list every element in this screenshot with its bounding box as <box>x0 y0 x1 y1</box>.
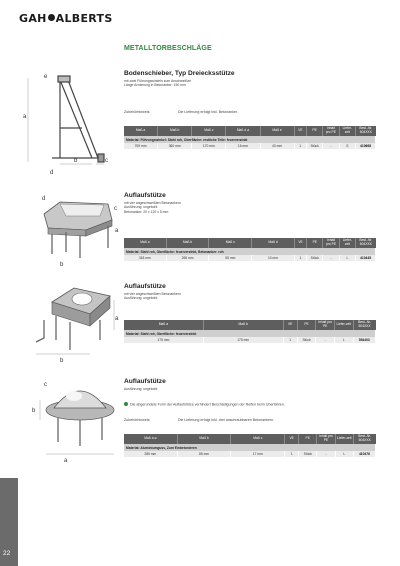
material-row <box>124 248 376 255</box>
section-title: METALLTORBESCHLÄGE <box>124 45 212 52</box>
order-number-cell: 410668 <box>356 143 376 149</box>
column-header: Maß a <box>124 238 166 248</box>
column-header: Inhalt pro PE <box>317 434 335 444</box>
product-description <box>124 387 157 391</box>
product-title: Auflaufstütze <box>124 283 166 290</box>
material-text: Material: Führungswinkel: Stahl roh, Oberfläche: restliche Teile: feuerverzinkt <box>124 136 376 143</box>
column-header: Liefer-zeit <box>335 434 353 444</box>
column-header: Maß a ⌀ <box>124 434 177 444</box>
product-image-auflaufstuetze-1 <box>30 192 120 270</box>
table-cell: S <box>339 143 356 149</box>
column-header: PE <box>307 126 323 136</box>
column-header: Maß a <box>124 126 158 136</box>
logo-right-text: ALBERTS <box>55 12 113 25</box>
column-header: Inhalt pro PE <box>323 238 339 248</box>
table-row <box>124 451 376 457</box>
dim-label-c: c <box>114 206 117 212</box>
table-cell: 175 mm <box>124 337 203 343</box>
table-cell: 85 mm <box>177 451 231 457</box>
column-header: Best.-Nr. 604XXX <box>356 126 376 136</box>
table-cell: - <box>316 337 335 343</box>
table-row <box>124 143 376 149</box>
product-image-auflaufstuetze-2 <box>30 280 120 366</box>
material-row <box>124 136 376 143</box>
table-cell: 318 mm <box>124 255 166 261</box>
column-header: VE <box>294 238 306 248</box>
product-description <box>124 79 191 88</box>
description-line: Betonanker: 20 x 120 x 5 mm <box>124 209 169 214</box>
product-title: Auflaufstütze <box>124 378 166 385</box>
table-cell: 360 mm <box>158 143 192 149</box>
spec-table <box>124 238 376 261</box>
dim-label-a: a <box>64 458 68 464</box>
table-cell: 10 mm <box>252 255 295 261</box>
column-header: Maß b <box>177 434 231 444</box>
description-line: mit vier angeschweißten Betonankern <box>124 292 181 296</box>
column-header: Liefer-zeit <box>334 320 353 330</box>
column-header: Maß d <box>252 238 295 248</box>
table-cell: L <box>334 337 353 343</box>
table-header-row <box>124 434 376 444</box>
accessory-note <box>124 110 238 114</box>
table-cell: - <box>317 451 335 457</box>
column-header: Maß c <box>192 126 226 136</box>
dim-label-b: b <box>74 158 78 164</box>
note-text: Die Lieferung erfolgt inkl. drei anschraubbaren Betonankern. <box>178 418 275 422</box>
column-header: Liefer-zeit <box>339 238 355 248</box>
table-cell: 1 <box>294 255 306 261</box>
table-header-row <box>124 126 376 136</box>
column-header: Maß c <box>209 238 252 248</box>
material-text: Material: Aluminiumguss, Zum Einbetonieren <box>124 444 376 451</box>
column-header: VE <box>294 126 306 136</box>
table-header-row <box>124 238 376 248</box>
accessory-note <box>124 418 275 422</box>
dim-label-b: b <box>60 262 64 268</box>
bullet-text: Die abgerundete Form der Auflaufstütze verhindert Beschädigungen der Reifen beim Überfahren. <box>130 402 285 407</box>
column-header: Maß a <box>124 320 203 330</box>
dim-label-a: a <box>115 316 119 322</box>
table-cell: 40 mm <box>260 143 294 149</box>
column-header: Maß d ⌀ <box>226 126 260 136</box>
column-header: Maß b <box>158 126 192 136</box>
description-line: mit zwei Führungswinkeln zum Anschweißen <box>124 79 192 83</box>
page-number: 22 <box>3 550 11 557</box>
table-row <box>124 337 376 343</box>
column-header: Best.-Nr. 604XXX <box>353 320 375 330</box>
column-header: Liefer-zeit <box>339 126 356 136</box>
dim-label-c: c <box>105 158 108 164</box>
table-cell: 16 mm <box>226 143 260 149</box>
table-cell: Stück <box>307 143 323 149</box>
table-cell: Stück <box>299 451 317 457</box>
bullet-icon <box>124 402 128 406</box>
order-number-cell: 410476 <box>353 451 375 457</box>
note-text: Die Lieferung erfolgt inkl. Betonanker. <box>178 110 238 114</box>
table-cell: - <box>323 255 339 261</box>
product-image-dreiecksstuetze <box>22 70 114 180</box>
description-line: mit vier angeschweißten Betonankern <box>124 201 181 205</box>
material-text: Material: Stahl roh, Oberfläche: feuerverzinkt <box>124 330 376 337</box>
logo-ampersand-icon <box>48 14 55 21</box>
logo-left-text: GAH <box>19 12 47 25</box>
product-title: Auflaufstütze <box>124 192 166 199</box>
brand-logo <box>19 12 113 25</box>
column-header: PE <box>307 238 323 248</box>
dim-label-d: d <box>42 196 46 202</box>
description-line: Ausführung: ungeboht <box>124 205 158 210</box>
table-cell: 175 mm <box>203 337 283 343</box>
table-cell: Stück <box>307 255 323 261</box>
spec-table <box>124 320 376 343</box>
material-text: Material: Stahl roh, Oberfläche: feuerverzinkt, Betonanker: roh <box>124 248 376 255</box>
table-cell: L <box>335 451 353 457</box>
note-label: Zubehörhinweis: <box>124 110 151 114</box>
table-header-row <box>124 320 376 330</box>
order-number-cell: 554403 <box>353 337 375 343</box>
dim-label-d: d <box>50 170 54 176</box>
spec-table <box>124 434 376 457</box>
table-cell: 1 <box>294 143 306 149</box>
feature-bullet <box>124 402 285 407</box>
dim-label-a: a <box>115 228 119 234</box>
column-header: Maß c <box>231 434 285 444</box>
table-cell: 170 mm <box>192 143 226 149</box>
column-header: Best.-Nr. 604XXX <box>353 434 375 444</box>
column-header: Inhalt pro PE <box>316 320 335 330</box>
table-cell: Stück <box>297 337 316 343</box>
description-line: Länge Armierung in Betonanker: 150 mm <box>124 83 186 88</box>
table-cell: L <box>339 255 355 261</box>
description-line: Ausführung: ungeboht <box>124 387 158 391</box>
column-header: PE <box>299 434 317 444</box>
column-header: VE <box>283 320 297 330</box>
table-cell: 1 <box>283 337 297 343</box>
note-label: Zubehörhinweis: <box>124 418 151 422</box>
table-row <box>124 255 376 261</box>
column-header: Best.-Nr. 604XXX <box>356 238 376 248</box>
table-cell: 1 <box>285 451 299 457</box>
table-cell: 265 mm <box>166 255 209 261</box>
column-header: PE <box>297 320 316 330</box>
table-cell: 17 mm <box>231 451 285 457</box>
table-cell: - <box>323 143 339 149</box>
spec-table <box>124 126 376 149</box>
product-title: Bodenschieber, Typ Dreiecksstütze <box>124 70 235 77</box>
dim-label-e: e <box>44 74 48 80</box>
order-number-cell: 410445 <box>356 255 376 261</box>
column-header: Maß b <box>203 320 283 330</box>
column-header: Inhalt pro PE <box>323 126 339 136</box>
product-description <box>124 201 181 214</box>
table-cell: 55 mm <box>209 255 252 261</box>
material-row <box>124 444 376 451</box>
product-description <box>124 292 181 301</box>
dim-label-b: b <box>60 358 64 364</box>
column-header: Maß e <box>260 126 294 136</box>
material-row <box>124 330 376 337</box>
column-header: VE <box>285 434 299 444</box>
table-cell: 285 mm <box>124 451 177 457</box>
product-image-auflaufstuetze-rund <box>30 376 120 466</box>
dim-label-c: c <box>44 382 47 388</box>
column-header: Maß b <box>166 238 209 248</box>
dim-label-a: a <box>23 114 27 120</box>
table-cell: 709 mm <box>124 143 158 149</box>
description-line: Ausführung: ungeboht <box>124 296 158 301</box>
dim-label-b: b <box>32 408 36 414</box>
